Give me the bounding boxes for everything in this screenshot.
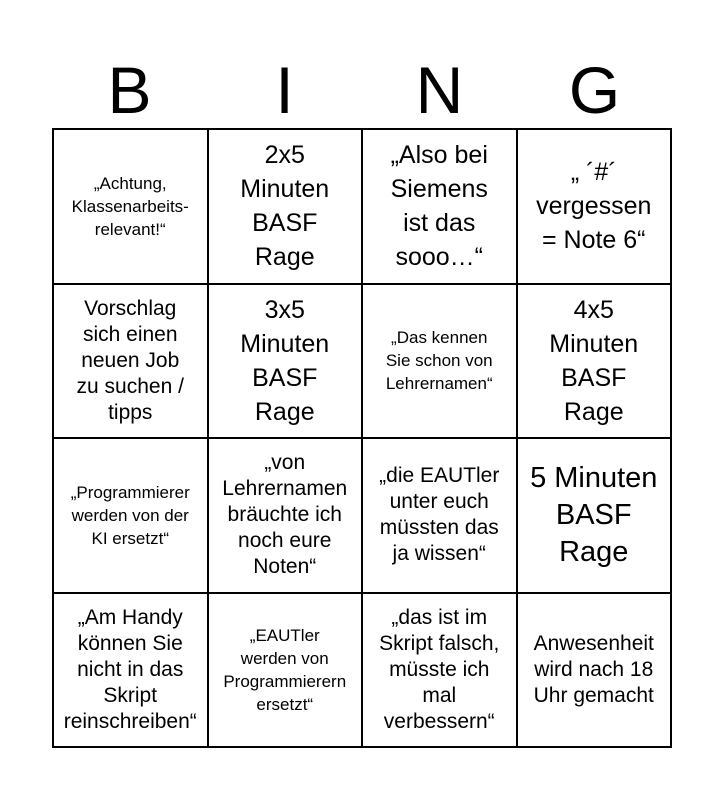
- bingo-cell-r4-c2[interactable]: „EAUTler werden von Programmierern ersetzt“: [209, 594, 364, 749]
- header-letter-n: N: [415, 53, 464, 127]
- bingo-cell-r4-c1[interactable]: „Am Handy können Sie nicht in das Skript reinschreiben“: [54, 594, 209, 749]
- bingo-cell-r4-c4[interactable]: Anwesenheit wird nach 18 Uhr gemacht: [518, 594, 673, 749]
- bingo-cell-r3-c1[interactable]: „Programmierer werden von der KI ersetzt“: [54, 439, 209, 594]
- bingo-cell-r4-c3[interactable]: „das ist im Skript falsch, müsste ich mal verbessern“: [363, 594, 518, 749]
- bingo-cell-r3-c3[interactable]: „die EAUTler unter euch müssten das ja wissen“: [363, 439, 518, 594]
- bingo-cell-r2-c2[interactable]: 3x5 Minuten BASF Rage: [209, 285, 364, 440]
- bingo-grid: [52, 128, 672, 748]
- bingo-cell-r2-c3[interactable]: „Das kennen Sie schon von Lehrernamen“: [363, 285, 518, 440]
- bingo-header: [52, 52, 672, 128]
- header-letter-i: I: [275, 53, 294, 127]
- bingo-cell-r2-c4[interactable]: 4x5 Minuten BASF Rage: [518, 285, 673, 440]
- header-letter-b: B: [107, 53, 152, 127]
- bingo-cell-r1-c1[interactable]: „Achtung, Klassenarbeits- relevant!“: [54, 130, 209, 285]
- bingo-cell-r2-c1[interactable]: Vorschlag sich einen neuen Job zu suchen / tipps: [54, 285, 209, 440]
- bingo-cell-r3-c2[interactable]: „von Lehrernamen bräuchte ich noch eure Noten“: [209, 439, 364, 594]
- bingo-cell-r1-c2[interactable]: 2x5 Minuten BASF Rage: [209, 130, 364, 285]
- bingo-cell-r1-c4[interactable]: „ ´#´ vergessen = Note 6“: [518, 130, 673, 285]
- bingo-cell-r3-c4[interactable]: 5 Minuten BASF Rage: [518, 439, 673, 594]
- header-letter-g: G: [568, 53, 621, 127]
- bingo-cell-r1-c3[interactable]: „Also bei Siemens ist das sooo…“: [363, 130, 518, 285]
